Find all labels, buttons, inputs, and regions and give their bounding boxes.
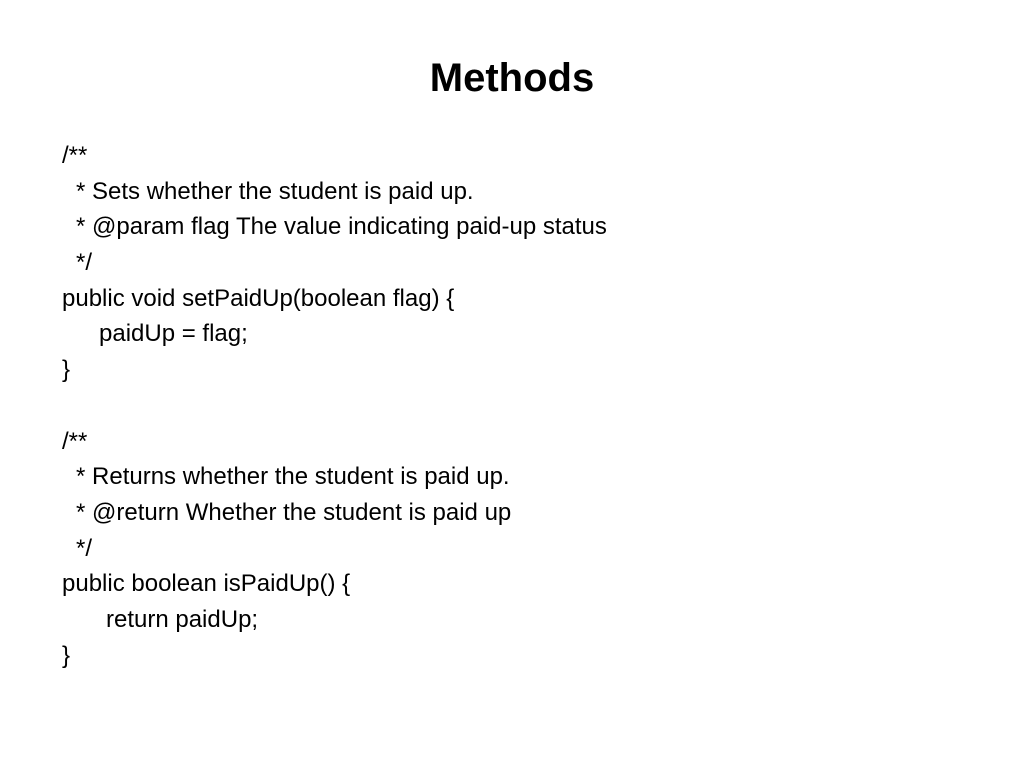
javadoc-return: * @return Whether the student is paid up bbox=[76, 498, 512, 526]
method-body: return paidUp; bbox=[106, 605, 259, 633]
method-body: paidUp = flag; bbox=[99, 320, 248, 348]
method-close-brace: } bbox=[62, 641, 71, 669]
blank-line bbox=[62, 388, 962, 424]
getter-method bbox=[62, 424, 962, 674]
setter-method bbox=[62, 138, 962, 388]
method-signature: public boolean isPaidUp() { bbox=[62, 570, 351, 598]
method-close-brace: } bbox=[62, 356, 71, 384]
javadoc-close: */ bbox=[76, 249, 93, 277]
code-block bbox=[62, 138, 962, 673]
javadoc-close: */ bbox=[76, 534, 93, 562]
javadoc-description: * Sets whether the student is paid up. bbox=[76, 177, 474, 205]
slide-title: Methods bbox=[429, 56, 595, 100]
javadoc-description: * Returns whether the student is paid up. bbox=[76, 463, 510, 491]
method-signature: public void setPaidUp(boolean flag) { bbox=[62, 284, 455, 312]
javadoc-open: /** bbox=[62, 142, 88, 169]
javadoc-open: /** bbox=[62, 427, 88, 455]
javadoc-param: * @param flag The value indicating paid-up status bbox=[76, 213, 607, 241]
